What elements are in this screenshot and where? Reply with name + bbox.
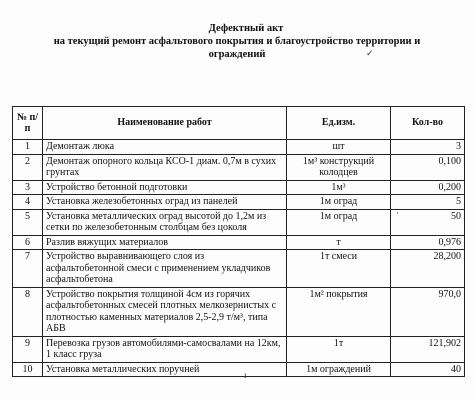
table-row [13,140,465,155]
row-num: 7 [13,250,43,288]
header-qty: Кол-во [391,107,465,140]
row-name: Установка металлических поручней [43,362,287,377]
title-line-3: ограждений [208,49,266,60]
row-qty: 121,902 [391,336,465,362]
row-num: 5 [13,209,43,235]
table-row [13,235,465,250]
row-unit: т [287,235,391,250]
row-num: 2 [13,154,43,180]
pen-mark: ı [244,370,247,380]
row-unit: 1м оград [287,209,391,235]
title-line-1: Дефектный акт [208,23,284,34]
row-qty: 40 [391,362,465,377]
table-row [13,180,465,195]
row-unit: 1м ограждений [287,362,391,377]
row-name: Установка железобетонных оград из панелей [43,195,287,210]
header-unit: Ед.изм. [287,107,391,140]
row-num: 9 [13,336,43,362]
row-name: Установка металлических оград высотой до 1,2м из сетки по железобетонным столбцам без цоколя [43,209,287,235]
row-num: 8 [13,287,43,336]
row-num: 3 [13,180,43,195]
row-name: Устройство покрытия толщиной 4см из горячих асфальтобетонных смесей плотных мелкозернистых с плотностью каменных материалов 2,5-2,9 т/м³, типа АБВ [43,287,287,336]
row-unit: шт [287,140,391,155]
row-qty: 0,200 [391,180,465,195]
row-qty: 0,100 [391,154,465,180]
row-name: Устройство бетонной подготовки [43,180,287,195]
row-num: 4 [13,195,43,210]
row-num: 1 [13,140,43,155]
row-unit: 1м оград [287,195,391,210]
row-unit: 1м² покрытия [287,287,391,336]
row-unit: 1т [287,336,391,362]
row-qty: 3 [391,140,465,155]
header-num: № п/п [13,107,43,140]
table-row [13,287,465,336]
table-row [13,362,465,377]
row-name: Перевозка грузов автомобилями-самосвалами на 12км, 1 класс груза [43,336,287,362]
row-num: 6 [13,235,43,250]
row-name: Разлив вяжущих материалов [43,235,287,250]
row-unit: 1м³ конструкций колодцев [287,154,391,180]
row-qty: 50 [391,209,465,235]
row-unit: 1м³ [287,180,391,195]
table-row [13,154,465,180]
defects-table [12,106,465,377]
table-row [13,195,465,210]
row-qty: 970,0 [391,287,465,336]
pen-mark: · [396,208,399,218]
row-unit: 1т смеси [287,250,391,288]
pen-mark: ✓ [366,48,374,58]
title-line-2: на текущий ремонт асфальтового покрытия и благоустройство территории и [53,36,421,47]
row-name: Устройство выравнивающего слоя из асфальтобетонной смеси с применением укладчиков асфальтобетона [43,250,287,288]
row-num: 10 [13,362,43,377]
row-name: Демонтаж люка [43,140,287,155]
document-title [0,22,474,61]
row-qty: 0,976 [391,235,465,250]
table-row [13,250,465,288]
table-header-row [13,107,465,140]
header-name: Наименование работ [43,107,287,140]
table-row [13,336,465,362]
row-qty: 28,200 [391,250,465,288]
row-name: Демонтаж опорного кольца КСО-1 диам. 0,7м в сухих грунтах [43,154,287,180]
row-qty: 5 [391,195,465,210]
